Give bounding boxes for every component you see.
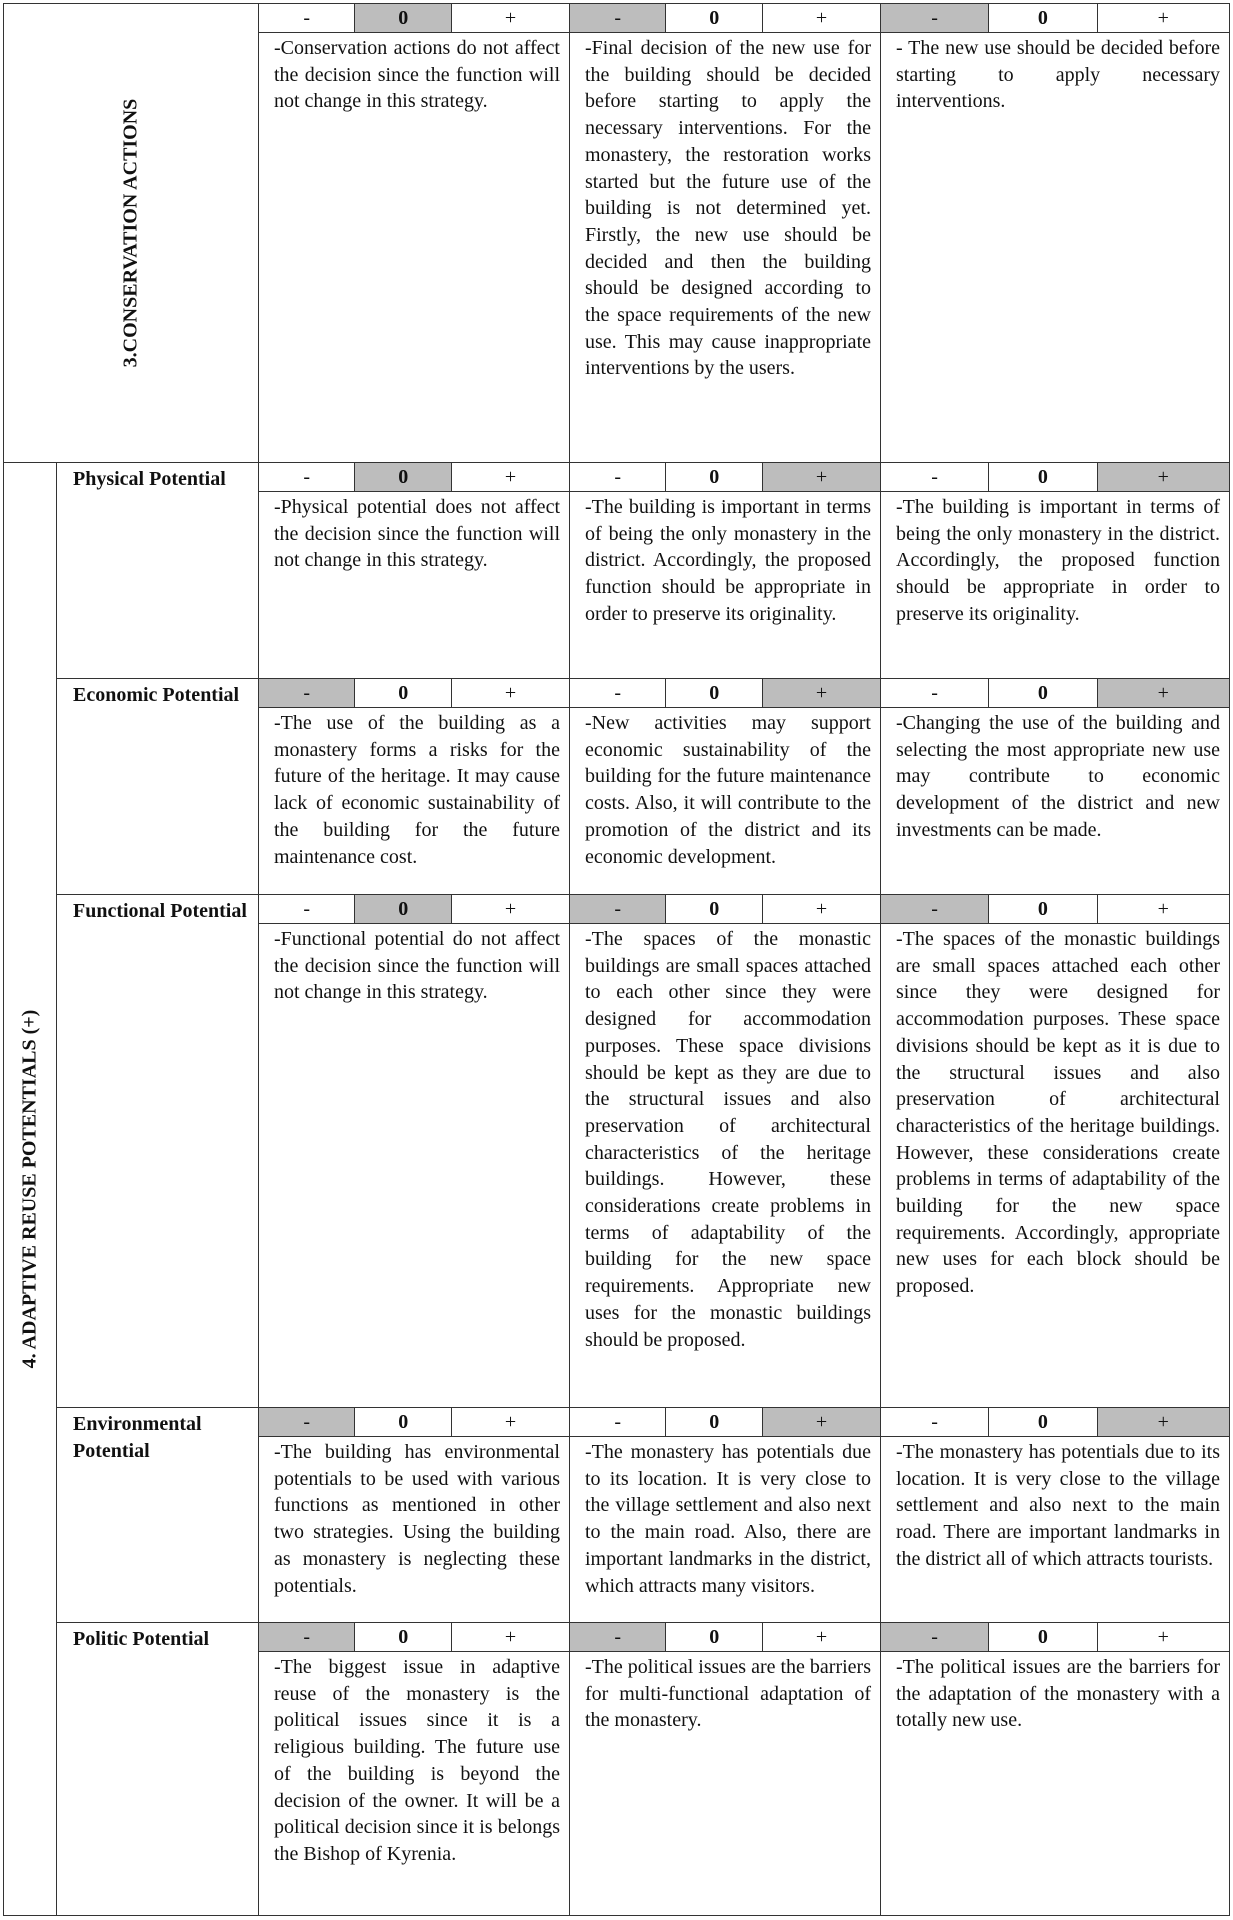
score-plus: + — [504, 6, 517, 29]
score-zero: 0 — [666, 463, 762, 491]
score-bar — [570, 4, 880, 33]
row-label: Economic Potential — [57, 679, 259, 895]
score-bar — [570, 1623, 880, 1652]
score-minus: - — [881, 895, 989, 923]
score-plus: + — [504, 681, 517, 704]
score-bar — [881, 895, 1229, 924]
score-plus: + — [1157, 6, 1169, 29]
score-bar — [881, 463, 1229, 492]
strategy-cell — [259, 4, 570, 463]
row-conservation-actions — [4, 4, 1230, 463]
strategy-cell — [881, 1623, 1230, 1916]
row-label: Environmental Potential — [57, 1408, 259, 1623]
cell-text: -The spaces of the monastic buildings are small spaces attached each other since they were designed for accommodation purposes. These space divisions should be kept as it is due to the structural issues and also preservation of architectural characteristics of the heritage buildings. However, these considerations create problems in terms of adaptability of the building for the new space requirements. Accordingly, appropriate new uses for each block should be proposed. — [896, 928, 1220, 1298]
score-zero: 0 — [989, 1408, 1097, 1436]
score-zero: 0 — [666, 679, 762, 707]
score-plus: + — [1098, 679, 1229, 707]
score-minus: - — [259, 4, 355, 32]
score-minus: - — [259, 463, 355, 491]
score-bar — [259, 895, 569, 924]
score-bar — [881, 679, 1229, 708]
score-zero: 0 — [355, 1408, 451, 1436]
row-label: Functional Potential — [57, 895, 259, 1408]
evaluation-table — [3, 3, 1230, 1916]
score-minus: - — [259, 679, 355, 707]
cell-text: -Final decision of the new use for the building should be decided before starting to apply the necessary interventions. For the monastery, the restoration works started but the future use of the building is not determined yet. Firstly, the new use should be decided and then the building should be designed according to the space requirements of the new use. This may cause inappropriate interventions by the users. — [585, 37, 871, 380]
score-minus: - — [570, 679, 666, 707]
score-minus: - — [881, 463, 989, 491]
cell-text: -Physical potential does not affect the decision since the function will not change in this strategy. — [274, 496, 560, 572]
score-zero: 0 — [355, 463, 451, 491]
score-plus: + — [763, 679, 880, 707]
cell-text: -The biggest issue in adaptive reuse of the monastery is the political issues since it is a religious building. The future use of the building is beyond the decision of the owner. It will be a political decision since it is belongs the Bishop of Kyrenia. — [274, 1656, 560, 1865]
section-3-label: 3.CONSERVATION ACTIONS — [119, 98, 142, 368]
score-minus: - — [881, 679, 989, 707]
cell-text: -New activities may support economic sustainability of the building for the future maintenance costs. Also, it will contribute to the promotion of the district and its economic development. — [585, 712, 871, 868]
score-plus: + — [1157, 897, 1169, 920]
score-minus: - — [570, 463, 666, 491]
strategy-cell — [570, 679, 881, 895]
score-plus: + — [815, 1625, 828, 1648]
strategy-cell — [570, 895, 881, 1408]
strategy-cell — [570, 1623, 881, 1916]
section-4-label: 4. ADAPTIVE REUSE POTENTIALS (+) — [18, 1009, 41, 1369]
score-plus: + — [1098, 463, 1229, 491]
score-zero: 0 — [989, 4, 1097, 32]
strategy-cell — [259, 1623, 570, 1916]
score-plus: + — [763, 1408, 880, 1436]
strategy-cell — [570, 463, 881, 679]
score-plus: + — [1157, 1625, 1169, 1648]
cell-text: -The building is important in terms of being the only monastery in the district. Accordingly, the proposed function should be appropriate in order to preserve its originality. — [896, 496, 1220, 625]
cell-text: -The monastery has potentials due to its location. It is very close to the village settlement and also next to the main road. Also, there are important landmarks in the district, which attracts many visitors. — [585, 1441, 871, 1597]
cell-text: -Conservation actions do not affect the decision since the function will not change in this strategy. — [274, 37, 560, 113]
cell-text: -The building has environmental potentials to be used with various functions as mentioned in other two strategies. Using the building as monastery is neglecting these potentials. — [274, 1441, 560, 1597]
score-zero: 0 — [355, 895, 451, 923]
score-minus: - — [259, 1408, 355, 1436]
strategy-cell — [259, 1408, 570, 1623]
score-bar — [259, 1623, 569, 1652]
cell-text: -The spaces of the monastic buildings are small spaces attached to each other since they were designed for accommodation purposes. These space divisions should be kept as they are due to the structural issues and also preservation of architectural characteristics of the heritage buildings. However, these considerations create problems in terms of adaptability of the building for the new space requirements. Appropriate new uses for the monastic buildings should be proposed. — [585, 928, 871, 1351]
score-minus: - — [259, 895, 355, 923]
score-zero: 0 — [666, 1408, 762, 1436]
score-minus: - — [881, 1408, 989, 1436]
score-bar — [259, 463, 569, 492]
score-bar — [259, 679, 569, 708]
strategy-cell — [881, 679, 1230, 895]
strategy-cell — [259, 463, 570, 679]
score-bar — [259, 4, 569, 33]
score-zero: 0 — [666, 4, 762, 32]
score-minus: - — [570, 1623, 666, 1651]
score-bar — [570, 895, 880, 924]
cell-text: -The political issues are the barriers for multi-functional adaptation of the monastery. — [585, 1656, 871, 1732]
score-bar — [881, 1408, 1229, 1437]
row-environmental-potential — [4, 1408, 1230, 1623]
score-minus: - — [881, 1623, 989, 1651]
cell-text: - The new use should be decided before starting to apply necessary interventions. — [896, 37, 1220, 113]
row-politic-potential — [4, 1623, 1230, 1916]
score-zero: 0 — [355, 4, 451, 32]
score-zero: 0 — [989, 679, 1097, 707]
row-functional-potential — [4, 895, 1230, 1408]
score-minus: - — [570, 1408, 666, 1436]
strategy-cell — [259, 895, 570, 1408]
score-plus: + — [504, 897, 517, 920]
score-plus: + — [815, 897, 828, 920]
score-minus: - — [570, 895, 666, 923]
row-label: Physical Potential — [57, 463, 259, 679]
score-zero: 0 — [355, 679, 451, 707]
row-label: Politic Potential — [57, 1623, 259, 1916]
section-label-cell — [4, 4, 259, 463]
score-minus: - — [259, 1623, 355, 1651]
score-plus: + — [815, 6, 828, 29]
score-zero: 0 — [989, 1623, 1097, 1651]
score-bar — [570, 1408, 880, 1437]
strategy-cell — [259, 679, 570, 895]
strategy-cell — [881, 895, 1230, 1408]
score-zero: 0 — [355, 1623, 451, 1651]
score-plus: + — [504, 465, 517, 488]
cell-text: -The use of the building as a monastery forms a risks for the future of the heritage. It may cause lack of economic sustainability of the building for the future maintenance cost. — [274, 712, 560, 868]
score-minus: - — [881, 4, 989, 32]
section-label-cell — [4, 463, 57, 1916]
score-zero: 0 — [989, 463, 1097, 491]
score-zero: 0 — [989, 895, 1097, 923]
cell-text: -The building is important in terms of being the only monastery in the district. Accordingly, the proposed function should be appropriate in order to preserve its originality. — [585, 496, 871, 625]
score-plus: + — [763, 463, 880, 491]
cell-text: -The monastery has potentials due to its location. It is very close to the village settlement and also next to the main road. There are important landmarks in the district all of which attracts tourists. — [896, 1441, 1220, 1570]
row-physical-potential — [4, 463, 1230, 679]
score-bar — [570, 463, 880, 492]
cell-text: -The political issues are the barriers for the adaptation of the monastery with a totally new use. — [896, 1656, 1220, 1732]
row-economic-potential — [4, 679, 1230, 895]
score-bar — [570, 679, 880, 708]
score-plus: + — [504, 1410, 517, 1433]
strategy-cell — [570, 4, 881, 463]
score-bar — [259, 1408, 569, 1437]
strategy-cell — [570, 1408, 881, 1623]
score-plus: + — [504, 1625, 517, 1648]
strategy-cell — [881, 463, 1230, 679]
cell-text: -Functional potential do not affect the decision since the function will not change in this strategy. — [274, 928, 560, 1004]
score-bar — [881, 1623, 1229, 1652]
score-zero: 0 — [666, 895, 762, 923]
score-zero: 0 — [666, 1623, 762, 1651]
score-minus: - — [570, 4, 666, 32]
strategy-cell — [881, 4, 1230, 463]
score-bar — [881, 4, 1229, 33]
cell-text: -Changing the use of the building and selecting the most appropriate new use may contribute to economic development of the district and new investments can be made. — [896, 712, 1220, 841]
score-plus: + — [1098, 1408, 1229, 1436]
strategy-cell — [881, 1408, 1230, 1623]
